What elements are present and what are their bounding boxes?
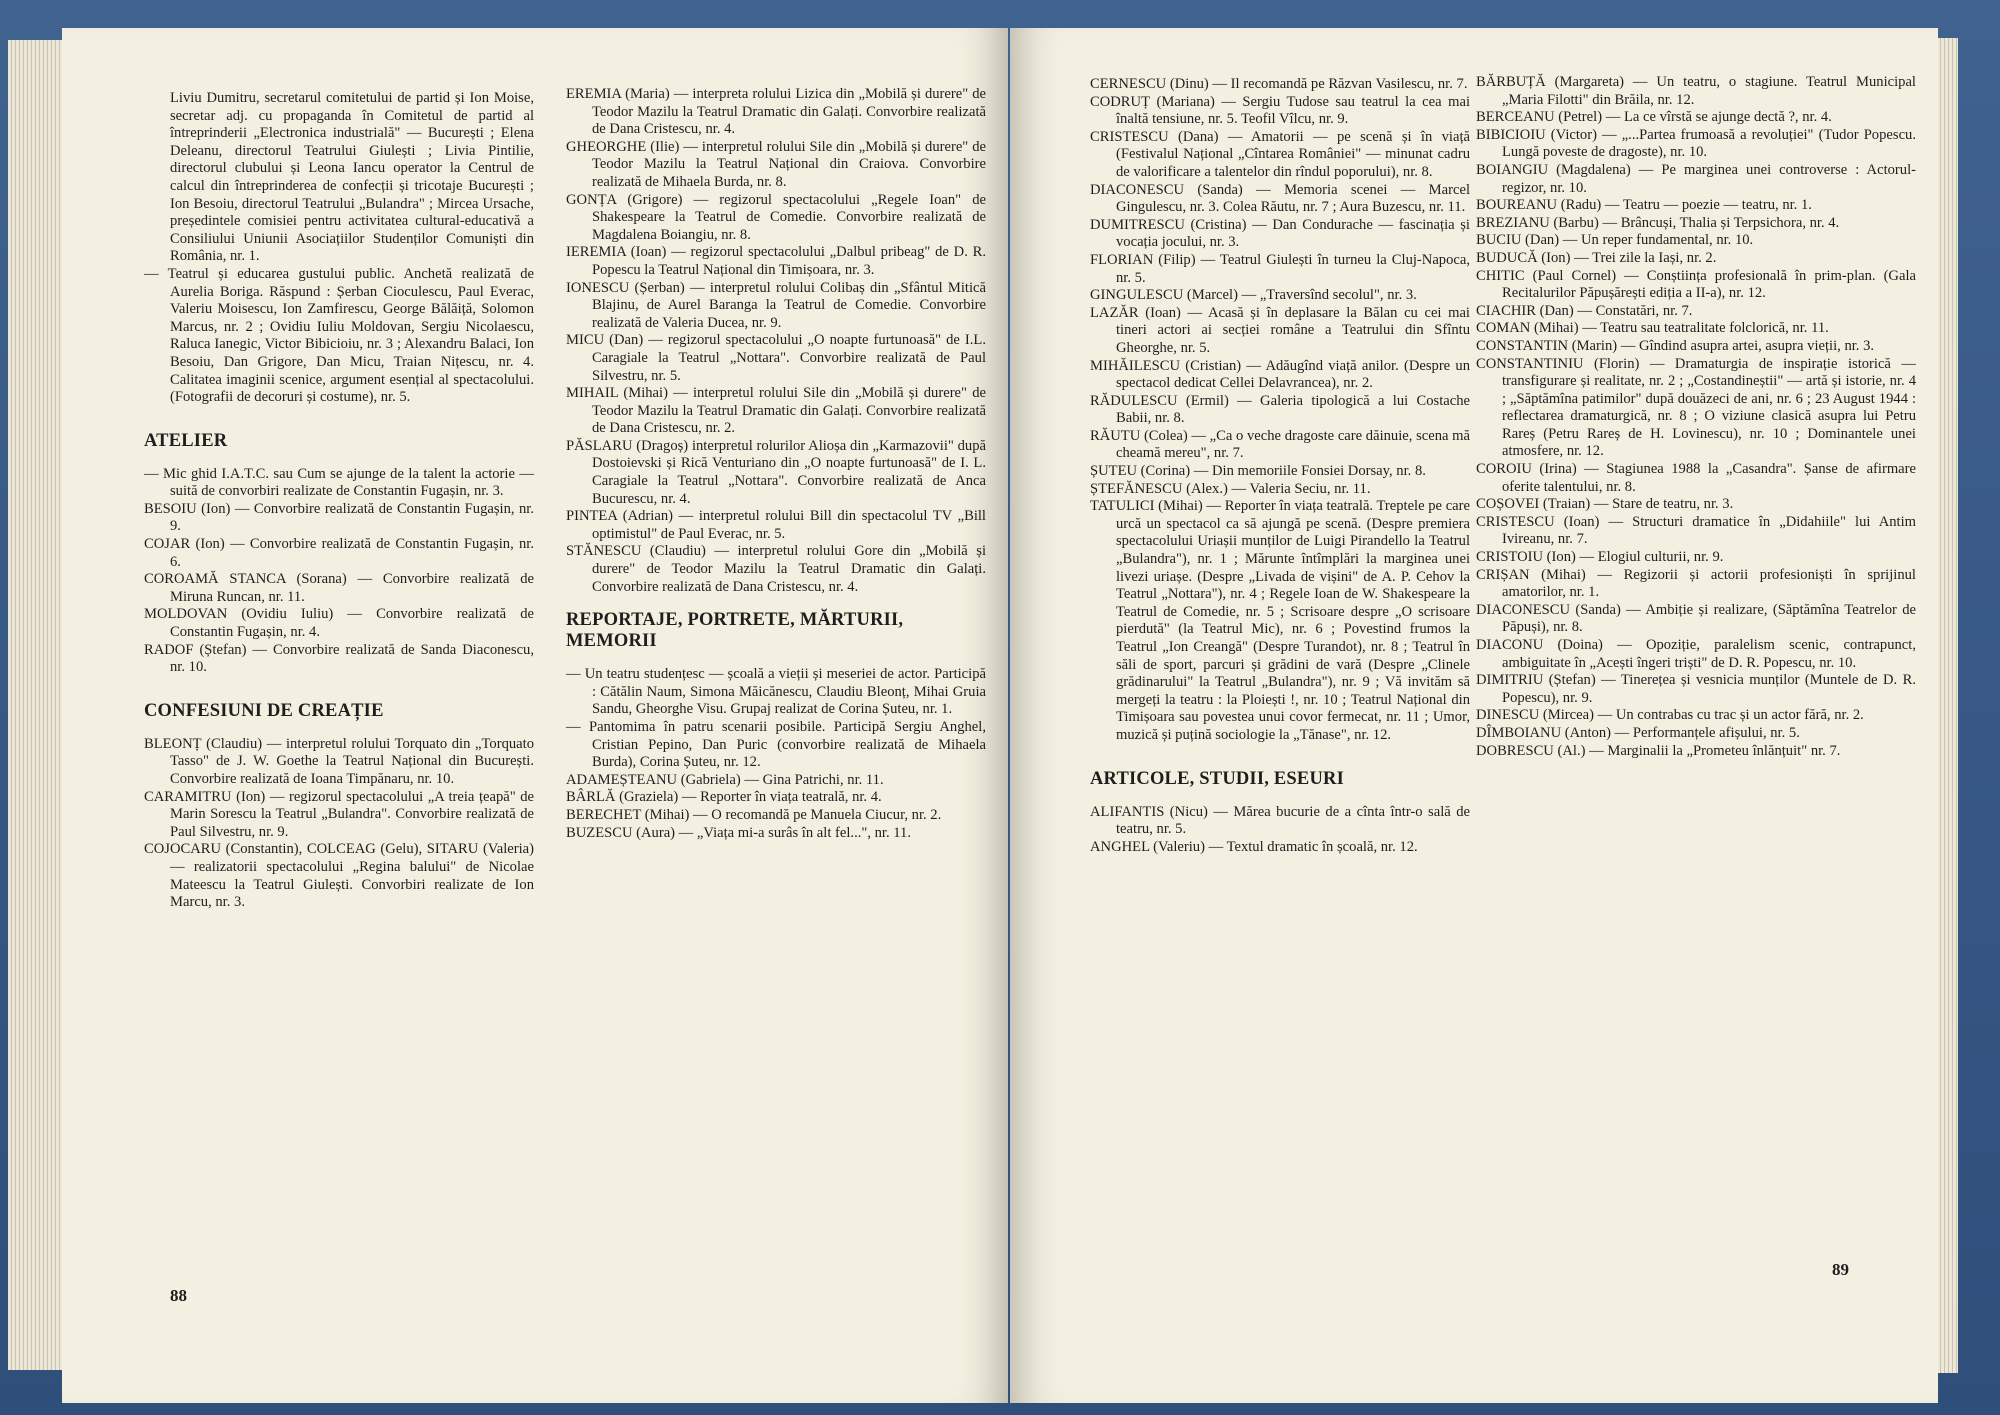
index-entry: BERCEANU (Petrel) — La ce vîrstă se ajunge dectă ?, nr. 4. [1476, 109, 1832, 126]
index-entry: STĂNESCU (Claudiu) — interpretul rolului Gore din „Mobilă și durere" de Teodor Mazilu la Teatrul Dramatic din Galați. Convorbire realizată de Dana Cristescu, nr. 4. [566, 543, 986, 595]
index-entry: BERECHET (Mihai) — O recomandă pe Manuela Ciucur, nr. 2. [566, 806, 942, 823]
section-heading-articole: ARTICOLE, STUDII, ESEURI [1090, 768, 1344, 789]
index-entry: RĂDULESCU (Ermil) — Galeria tipologică a lui Costache Babii, nr. 8. [1090, 392, 1470, 427]
index-entry: BOIANGIU (Magdalena) — Pe marginea unei controverse : Actorul-regizor, nr. 10. [1476, 161, 1916, 196]
page-edges-left [8, 40, 64, 1370]
index-entry: BUZESCU (Aura) — „Viața mi-a surâs în alt fel...", nr. 11. [566, 824, 911, 841]
index-entry: — Mic ghid I.A.T.C. sau Cum se ajunge de la talent la actorie — suită de convorbiri realizate de Constantin Fugașin, nr. 3. [144, 465, 534, 500]
index-entry: BUCIU (Dan) — Un reper fundamental, nr. 10. [1476, 232, 1754, 249]
index-entry: DÎMBOIANU (Anton) — Performanțele afișului, nr. 5. [1476, 724, 1800, 741]
left-column-2 [566, 86, 986, 842]
index-entry: CERNESCU (Dinu) — Il recomandă pe Răzvan Vasilescu, nr. 7. [1090, 76, 1468, 92]
index-entry: MIHAIL (Mihai) — interpretul rolului Sile din „Mobilă și durere" de Teodor Mazilu la Teatrul Dramatic din Galați. Convorbire realizată de Dana Cristescu, nr. 2. [566, 385, 986, 437]
right-page [1010, 28, 1938, 1403]
index-entry: COJOCARU (Constantin), COLCEAG (Gelu), SITARU (Valeria) — realizatorii spectacolului „Regina balului" de Nicolae Mateescu la Teatrul Giulești. Convorbiri realizate de Ion Marcu, nr. 3. [144, 841, 534, 911]
index-entry: LAZĂR (Ioan) — Acasă și în deplasare la Bălan cu cei mai tineri actori ai secției române a Teatrului din Sfîntu Gheorghe, nr. 5. [1090, 304, 1470, 356]
index-entry: PINTEA (Adrian) — interpretul rolului Bill din spectacolul TV „Bill optimistul" de Paul Everac, nr. 5. [566, 508, 986, 542]
index-entry: DINESCU (Mircea) — Un contrabas cu trac și un actor fără, nr. 2. [1476, 707, 1864, 724]
index-entry: IONESCU (Șerban) — interpretul rolului Colibaș din „Sfântul Mitică Blajinu, de Aurel Baranga la Teatrul de Comedie. Convorbire realizată de Valeria Ducea, nr. 9. [566, 279, 986, 331]
page-number-left: 88 [170, 1286, 187, 1305]
index-entry: BREZIANU (Barbu) — Brâncuși, Thalia și Terpsichora, nr. 4. [1476, 214, 1840, 231]
index-entry: CHITIC (Paul Cornel) — Conștiința profesională în prim-plan. (Gala Recitalurilor Păpușărești ediția a II-a), nr. 12. [1476, 267, 1916, 302]
index-entry: GONȚA (Grigore) — regizorul spectacolului „Regele Ioan" de Shakespeare la Teatrul de Comedie. Convorbire realizată de Magdalena Boiangiu, nr. 8. [566, 191, 986, 243]
index-entry: CIACHIR (Dan) — Constatări, nr. 7. [1476, 302, 1693, 319]
index-entry: — Pantomima în patru scenarii posibile. Participă Sergiu Anghel, Cristian Pepino, Dan Puric (convorbire realizată de Mihaela Burda), Corina Șuteu, nr. 12. [566, 719, 986, 771]
index-entry: DIACONESCU (Sanda) — Ambiție și realizare, (Săptămîna Teatrelor de Păpuși), nr. 8. [1476, 601, 1916, 636]
index-entry: COJAR (Ion) — Convorbire realizată de Constantin Fugașin, nr. 6. [144, 536, 534, 570]
index-entry: ALIFANTIS (Nicu) — Mărea bucurie de a cînta într-o sală de teatru, nr. 5. [1090, 803, 1470, 838]
index-entry: MIHĂILESCU (Cristian) — Adăugînd viață anilor. (Despre un spectacol dedicat Cellei Delavrancea), nr. 2. [1090, 357, 1470, 392]
page-edges-right [1936, 38, 1958, 1373]
page-number-right: 89 [1832, 1260, 1849, 1279]
index-entry: — Un teatru studențesc — școală a vieții și meseriei de actor. Participă : Cătălin Naum, Simona Măicănescu, Claudiu Bleonț, Mihai Gruia Sandu, Gheorghe Visu. Grupaj realizat de Corina Șuteu, nr. 1. [566, 666, 986, 718]
index-entry: BOUREANU (Radu) — Teatru — poezie — teatru, nr. 1. [1476, 197, 1812, 214]
index-entry: CRISTESCU (Dana) — Amatorii — pe scenă și în viață (Festivalul Național „Cîntarea României" — minunat cadru de valorificare a talentelor din rîndul poporului), nr. 8. [1090, 128, 1470, 180]
index-entry: GINGULESCU (Marcel) — „Traversînd secolul", nr. 3. [1090, 287, 1417, 304]
index-entry: EREMIA (Maria) — interpreta rolului Lizica din „Mobilă și durere" de Teodor Mazilu la Teatrul Dramatic din Galați. Convorbire realizată de Dana Cristescu, nr. 4. [566, 86, 986, 138]
intro-paragraph: Liviu Dumitru, secretarul comitetului de partid și Ion Moise, secretar adj. cu propaganda în Comitetul de partid al întreprinderii „Electronica industrială" — București ; Elena Deleanu, directorul Teatrului Giulești ; Livia Pintilie, directorul clubului și Leona Iancu operator la Centrul de calcul din întreprinderea de confecții și tricotaje București ; Ion Besoiu, directorul Teatrului „Bulandra" ; Mircea Ursache, președintele comisiei pentru activitatea cultural-educativă a Consiliului Uniunii Asociațiilor Studenților Comuniști din România, nr. 1. [170, 90, 534, 265]
index-entry: BÂRLĂ (Graziela) — Reporter în viața teatrală, nr. 4. [566, 789, 882, 806]
index-entry: FLORIAN (Filip) — Teatrul Giulești în turneu la Cluj-Napoca, nr. 5. [1090, 251, 1470, 286]
section-heading-confesiuni: CONFESIUNI DE CREAȚIE [144, 700, 384, 721]
index-entry: CARAMITRU (Ion) — regizorul spectacolului „A treia țeapă" de Marin Sorescu la Teatrul „Bulandra". Convorbire realizată de Paul Silvestru, nr. 9. [144, 788, 534, 840]
index-entry: COMAN (Mihai) — Teatru sau teatralitate folclorică, nr. 11. [1476, 320, 1829, 337]
intro-paragraph: — Teatrul și educarea gustului public. Anchetă realizată de Aurelia Boriga. Răspund : Șerban Cioculescu, Paul Everac, Valeriu Moisescu, Ion Zamfirescu, George Bălăiță, Solomon Marcus, nr. 2 ; Ovidiu Iuliu Moldovan, Sergiu Nicolaescu, Raluca Ianegic, Victor Bibicioiu, nr. 3 ; Alexandru Balaci, Ion Besoiu, Dan Grigore, Dan Micu, Traian Nițescu, nr. 4. Calitatea imaginii scenice, argument esențial al spectacolului. (Fotografii de decoruri și costume), nr. 5. [144, 265, 534, 406]
index-entry: BUDUCĂ (Ion) — Trei zile la Iași, nr. 2. [1476, 249, 1717, 266]
index-entry: MICU (Dan) — regizorul spectacolului „O noapte furtunoasă" de I.L. Caragiale la Teatrul „Nottara". Convorbire realizată de Paul Silvestru, nr. 5. [566, 332, 986, 384]
index-entry: IEREMIA (Ioan) — regizorul spectacolului „Dalbul pribeag" de D. R. Popescu la Teatrul Național din Timișoara, nr. 3. [566, 244, 986, 278]
index-entry: GHEORGHE (Ilie) — interpretul rolului Sile din „Mobilă și durere" de Teodor Mazilu la Teatrul Național din Craiova. Convorbire realizată de Mihaela Burda, nr. 8. [566, 138, 986, 190]
index-entry: DUMITRESCU (Cristina) — Dan Condurache — fascinația și vocația jocului, nr. 3. [1090, 216, 1470, 251]
index-entry: COROAMĂ STANCA (Sorana) — Convorbire realizată de Miruna Runcan, nr. 11. [144, 571, 534, 605]
index-entry: DIMITRIU (Ștefan) — Tinerețea și vesnicia munților (Muntele de D. R. Popescu), nr. 9. [1476, 672, 1916, 706]
index-entry: BIBICIOIU (Victor) — „...Partea frumoasă a revoluției" (Tudor Popescu. Lungă poveste de dragoste), nr. 10. [1476, 126, 1916, 161]
index-entry: CRIȘAN (Mihai) — Regizorii și actorii profesioniști în sprijinul amatorilor, nr. 1. [1476, 566, 1916, 601]
index-entry: RADOF (Ștefan) — Convorbire realizată de Sanda Diaconescu, nr. 10. [144, 641, 534, 676]
index-entry: BĂRBUȚĂ (Margareta) — Un teatru, o stagiune. Teatrul Municipal „Maria Filotti" din Brăila, nr. 12. [1476, 74, 1916, 108]
index-entry: COROIU (Irina) — Stagiunea 1988 la „Casandra". Șanse de afirmare oferite talentului, nr. 8. [1476, 461, 1916, 495]
section-heading-atelier: ATELIER [144, 430, 228, 451]
index-entry: CRISTESCU (Ioan) — Structuri dramatice în „Didahiile" lui Antim Ivireanu, nr. 7. [1476, 513, 1916, 548]
index-entry: BESOIU (Ion) — Convorbire realizată de Constantin Fugașin, nr. 9. [144, 500, 534, 535]
index-entry: DIACONESCU (Sanda) — Memoria scenei — Marcel Gingulescu, nr. 3. Colea Răutu, nr. 7 ; Aura Buzescu, nr. 11. [1090, 181, 1470, 216]
index-entry: COȘOVEI (Traian) — Stare de teatru, nr. 3. [1476, 496, 1734, 513]
index-entry: ADAMEȘTEANU (Gabriela) — Gina Patrichi, nr. 11. [566, 771, 884, 788]
index-entry: CODRUȚ (Mariana) — Sergiu Tudose sau teatrul la cea mai înaltă tensiune, nr. 5. Teofil Vîlcu, nr. 9. [1090, 93, 1470, 128]
index-entry: DIACONU (Doina) — Opoziție, paralelism scenic, contrapunct, ambiguitate în „Acești îngeri triști" de D. R. Popescu, nr. 10. [1476, 637, 1916, 671]
index-entry: PĂSLARU (Dragoș) interpretul rolurilor Alioșa din „Karmazovii" după Dostoievski și Rică Venturiano din „O noapte furtunoasă" de I. L. Caragiale la Teatrul „Nottara". Convorbire realizată de Anca Bucurescu, nr. 4. [566, 437, 986, 507]
index-entry: ȘTEFĂNESCU (Alex.) — Valeria Seciu, nr. 11. [1090, 480, 1371, 497]
index-entry: RĂUTU (Colea) — „Ca o veche dragoste care dăinuie, scena mă cheamă mereu", nr. 7. [1090, 427, 1470, 462]
index-entry: ANGHEL (Valeriu) — Textul dramatic în școală, nr. 12. [1090, 838, 1418, 855]
left-page [62, 28, 1008, 1403]
left-column-1 [144, 90, 534, 912]
index-entry: MOLDOVAN (Ovidiu Iuliu) — Convorbire realizată de Constantin Fugașin, nr. 4. [144, 606, 534, 641]
index-entry: TATULICI (Mihai) — Reporter în viața teatrală. Treptele pe care urcă un spectacol ca să ajungă pe scenă. (Despre premiera spectacolului Uriașii munților de Luigi Pirandello la Teatrul „Bulandra"), nr. 1 ; Mărunte întîmplări la marginea unei livezi uriașe. (Despre „Livada de vișini" de A. P. Cehov la Teatrul „Nottara"), nr. 4 ; Regele Ioan de W. Shakespeare la Teatrul de Comedie, nr. 5 ; Scrisoare despre „O scrisoare pierdută" (la Teatrul Mic), nr. 6 ; Povestind frumos la Teatrul „Ion Creangă" (Despre Turandot), nr. 8 ; Teatrul în săli de sport, parcuri și grădini de vară (Despre „Clinele grădinarului" la Teatrul „Bulandra"), nr. 9 ; Vă invităm să mergeți la teatru : la Ploiești !, nr. 10 ; Teatrul Național din Timișoara sau povestea unui covor fermecat, nr. 11 ; Umor, muzică și puțină sociologie la „Tănase", nr. 12. [1090, 498, 1470, 743]
index-entry: CONSTANTIN (Marin) — Gîndind asupra artei, asupra vieții, nr. 3. [1476, 337, 1875, 354]
index-entry: BLEONȚ (Claudiu) — interpretul rolului Torquato din „Torquato Tasso" de J. W. Goethe la Teatrul Național din București. Convorbire realizată de Ioana Timpănaru, nr. 10. [144, 735, 534, 787]
index-entry: CRISTOIU (Ion) — Elogiul culturii, nr. 9. [1476, 549, 1724, 566]
index-entry: CONSTANTINIU (Florin) — Dramaturgia de inspirație istorică — transfigurare și realitate, nr. 2 ; „Costandineștii" — artă și istorie, nr. 4 ; „Săptămîna patimilor" după douăzeci de ani, nr. 6 ; 23 August 1944 : reflectarea dramaturgică, nr. 8 ; O viziune clasică asupra lui Petru Rareș (Petru Rareș de H. Lovinescu), nr. 10 ; Dominantele unei atmosfere, nr. 12. [1476, 355, 1916, 460]
index-entry: DOBRESCU (Al.) — Marginalii la „Prometeu înlănțuit" nr. 7. [1476, 742, 1841, 759]
index-entry: ȘUTEU (Corina) — Din memoriile Fonsiei Dorsay, nr. 8. [1090, 463, 1426, 480]
right-column-2 [1476, 74, 1916, 760]
intro-block [144, 90, 534, 407]
right-column-1 [1090, 76, 1470, 856]
section-heading-reportaje: REPORTAJE, PORTRETE, MĂRTURII, MEMORII [566, 610, 904, 652]
